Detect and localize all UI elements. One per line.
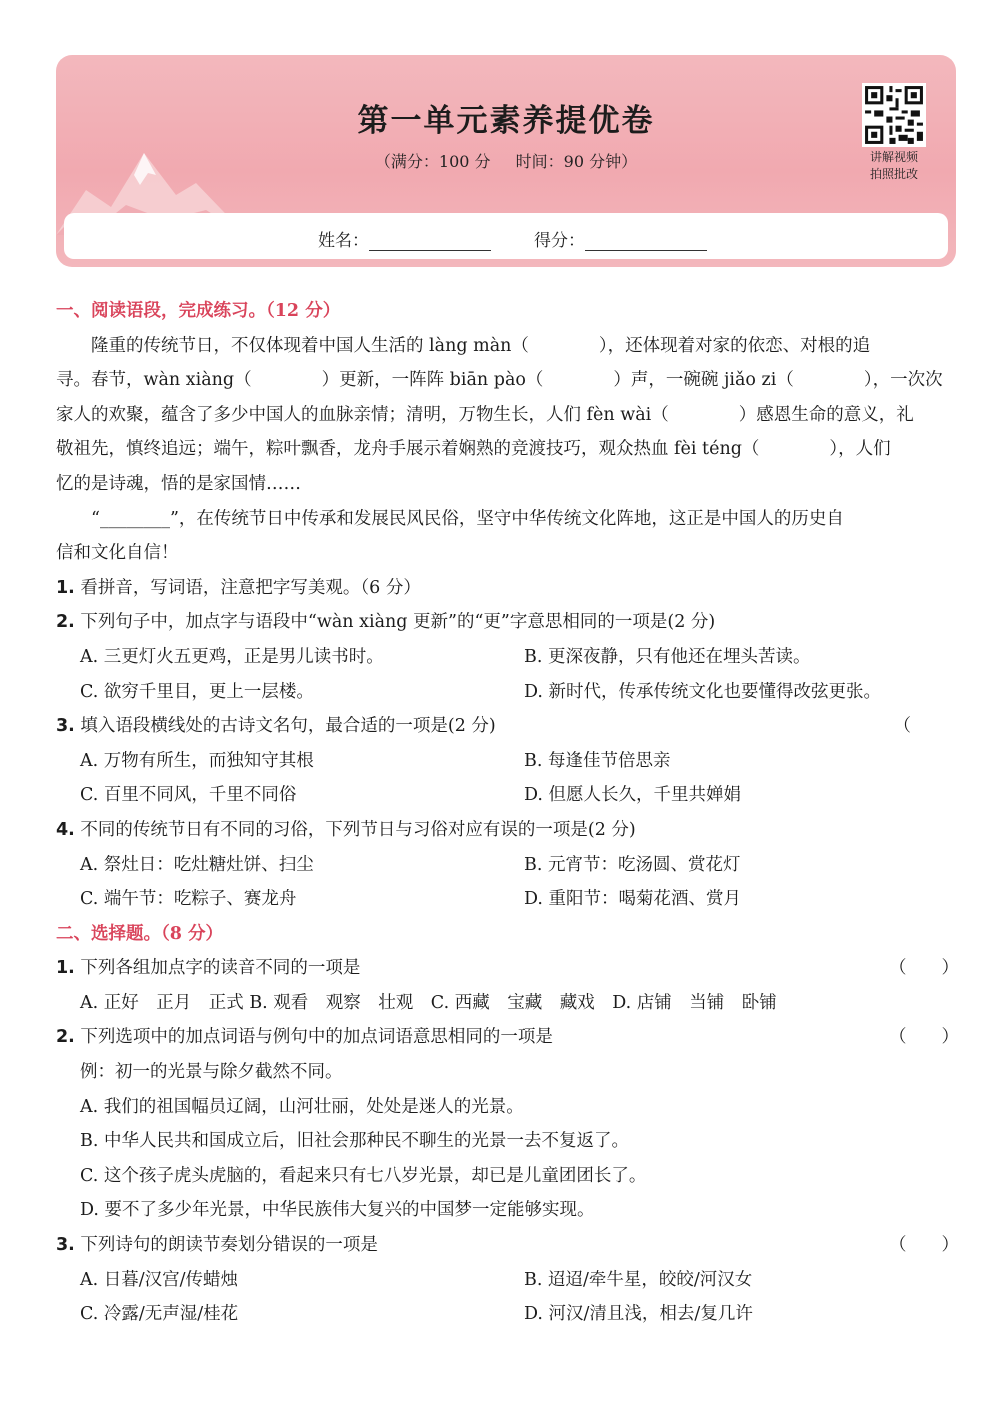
page-title: 第一单元素养提优卷	[357, 103, 655, 139]
header-banner	[56, 55, 956, 267]
question-text: 下列选项中的加点词语与例句中的加点词语意思相同的一项是	[80, 1027, 553, 1048]
passage-line: 忆的是诗魂，悟的是家国情……	[56, 473, 301, 494]
question-number: 3.	[56, 716, 75, 737]
name-score-bar	[64, 213, 948, 259]
question-text: 下列句子中，加点字与语段中“wàn xiàng 更新”的“更”字意思相同的一项是(2 分)	[80, 612, 716, 633]
options-row	[56, 778, 961, 813]
option-a[interactable]: A. 祭灶日：吃灶糖灶饼、扫尘	[80, 854, 314, 875]
question-s1-q3	[56, 709, 961, 744]
options-row	[56, 1297, 961, 1332]
score-blank[interactable]	[585, 232, 707, 251]
option-b[interactable]: B. 每逢佳节倍思亲	[524, 750, 671, 771]
qr-caption-line2: 拍照批改	[869, 167, 918, 181]
question-number: 2.	[56, 1027, 75, 1048]
option-a[interactable]: A. 三更灯火五更鸡，正是男儿读书时。	[80, 646, 384, 667]
option-d[interactable]: D. 但愿人长久，千里共婵娟	[524, 785, 742, 806]
qr-code-icon[interactable]	[862, 83, 926, 147]
section1-title: 一、阅读语段，完成练习。（12 分）	[56, 301, 341, 321]
options-row	[56, 1263, 961, 1298]
option-a[interactable]: A. 日暮/汉宫/传蜡烛	[80, 1269, 239, 1290]
passage-line: 敬祖先，慎终追远；端午，粽叶飘香，龙舟手展示着娴熟的竞渡技巧，观众热血 fèi téng（ ），人们	[56, 439, 891, 460]
section2-title: 二、选择题。（8 分）	[56, 923, 224, 944]
option-b[interactable]: B. 中华人民共和国成立后，旧社会那种民不聊生的光景一去不复返了。	[80, 1131, 629, 1152]
option-b[interactable]: B. 更深夜静，只有他还在埋头苦读。	[524, 646, 811, 667]
option-a[interactable]: A. 万物有所生，而独知守其根	[80, 750, 314, 771]
answer-bracket[interactable]: （	[893, 716, 911, 737]
question-text: 看拼音，写词语，注意把字写美观。（6 分）	[80, 577, 421, 598]
option-c[interactable]: C. 这个孩子虎头虎脑的，看起来只有七八岁光景，却已是儿童团团长了。	[80, 1165, 647, 1186]
option-c[interactable]: C. 欲穷千里目，更上一层楼。	[80, 681, 314, 702]
exam-time: 时间：90 分钟）	[515, 152, 638, 171]
qr-caption-line1: 讲解视频	[869, 150, 918, 164]
answer-bracket[interactable]: （ ）	[889, 958, 959, 979]
option-d[interactable]: D. 要不了多少年光景，中华民族伟大复兴的中国梦一定能够实现。	[80, 1200, 595, 1221]
passage-line: 家人的欢聚，蕴含了多少中国人的血脉亲情；清明，万物生长，人们 fèn wài（ ）感恩生命的意义，礼	[56, 404, 914, 425]
options-row	[56, 640, 961, 675]
question-s1-q4	[56, 813, 961, 848]
options-row	[56, 882, 961, 917]
question-s1-q1	[56, 571, 961, 606]
question-s2-q2	[56, 1020, 961, 1055]
question-text: 下列诗句的朗读节奏划分错误的一项是	[80, 1235, 378, 1256]
answer-bracket[interactable]: （ ）	[889, 1027, 959, 1048]
passage-line: 寻。春节，wàn xiàng（ ）更新，一阵阵 biān pào（ ）声，一碗碗 jiǎo zi（ ），一次次	[56, 370, 943, 391]
name-blank[interactable]	[369, 232, 491, 251]
question-number: 3.	[56, 1235, 75, 1256]
name-field[interactable]	[318, 226, 491, 251]
option-c[interactable]: C. 冷露/无声湿/桂花	[80, 1304, 239, 1325]
options-row[interactable]: A. 正好 正月 正式 B. 观看 观察 壮观 C. 西藏 宝藏 藏戏 D. 店铺 当铺 卧铺	[80, 992, 777, 1013]
question-text: 填入语段横线处的古诗文名句，最合适的一项是(2 分)	[80, 716, 496, 737]
question-s2-q1	[56, 951, 961, 986]
score-field[interactable]	[534, 226, 707, 251]
passage-line: 信和文化自信！	[56, 543, 179, 564]
option-b[interactable]: B. 迢迢/牵牛星，皎皎/河汉女	[524, 1269, 753, 1290]
question-number: 1.	[56, 958, 75, 979]
score-label: 得分：	[534, 231, 585, 251]
options-row	[56, 744, 961, 779]
option-d[interactable]: D. 新时代，传承传统文化也要懂得改弦更张。	[524, 681, 882, 702]
option-d[interactable]: D. 河汉/清且浅，相去/复几许	[524, 1304, 753, 1325]
qr-caption	[854, 149, 934, 183]
option-d[interactable]: D. 重阳节：喝菊花酒、赏月	[524, 889, 742, 910]
question-s1-q2	[56, 605, 961, 640]
option-c[interactable]: C. 端午节：吃粽子、赛龙舟	[80, 889, 297, 910]
question-number: 1.	[56, 577, 75, 598]
question-number: 4.	[56, 819, 75, 840]
passage-line: “________”，在传统节日中传承和发展民风民俗，坚守中华传统文化阵地，这正是中国人的历史自	[91, 508, 844, 529]
question-number: 2.	[56, 612, 75, 633]
option-c[interactable]: C. 百里不同风，千里不同俗	[80, 785, 297, 806]
exam-info	[56, 149, 956, 172]
full-marks: （满分：100 分	[374, 152, 491, 171]
options-row	[56, 675, 961, 710]
option-a[interactable]: A. 我们的祖国幅员辽阔，山河壮丽，处处是迷人的光景。	[80, 1096, 524, 1117]
passage-line: 隆重的传统节日，不仅体现着中国人生活的 làng màn（ ），还体现着对家的依恋、对根的追	[91, 335, 871, 356]
option-b[interactable]: B. 元宵节：吃汤圆、赏花灯	[524, 854, 741, 875]
options-row	[56, 848, 961, 883]
question-text: 下列各组加点字的读音不同的一项是	[80, 958, 361, 979]
example-sentence: 例：初一的光景与除夕截然不同。	[80, 1062, 343, 1083]
question-s2-q3	[56, 1228, 961, 1263]
question-text: 不同的传统节日有不同的习俗，下列节日与习俗对应有误的一项是(2 分)	[80, 819, 636, 840]
name-label: 姓名：	[318, 231, 369, 251]
answer-bracket[interactable]: （ ）	[889, 1235, 959, 1256]
exam-content	[56, 294, 961, 1332]
